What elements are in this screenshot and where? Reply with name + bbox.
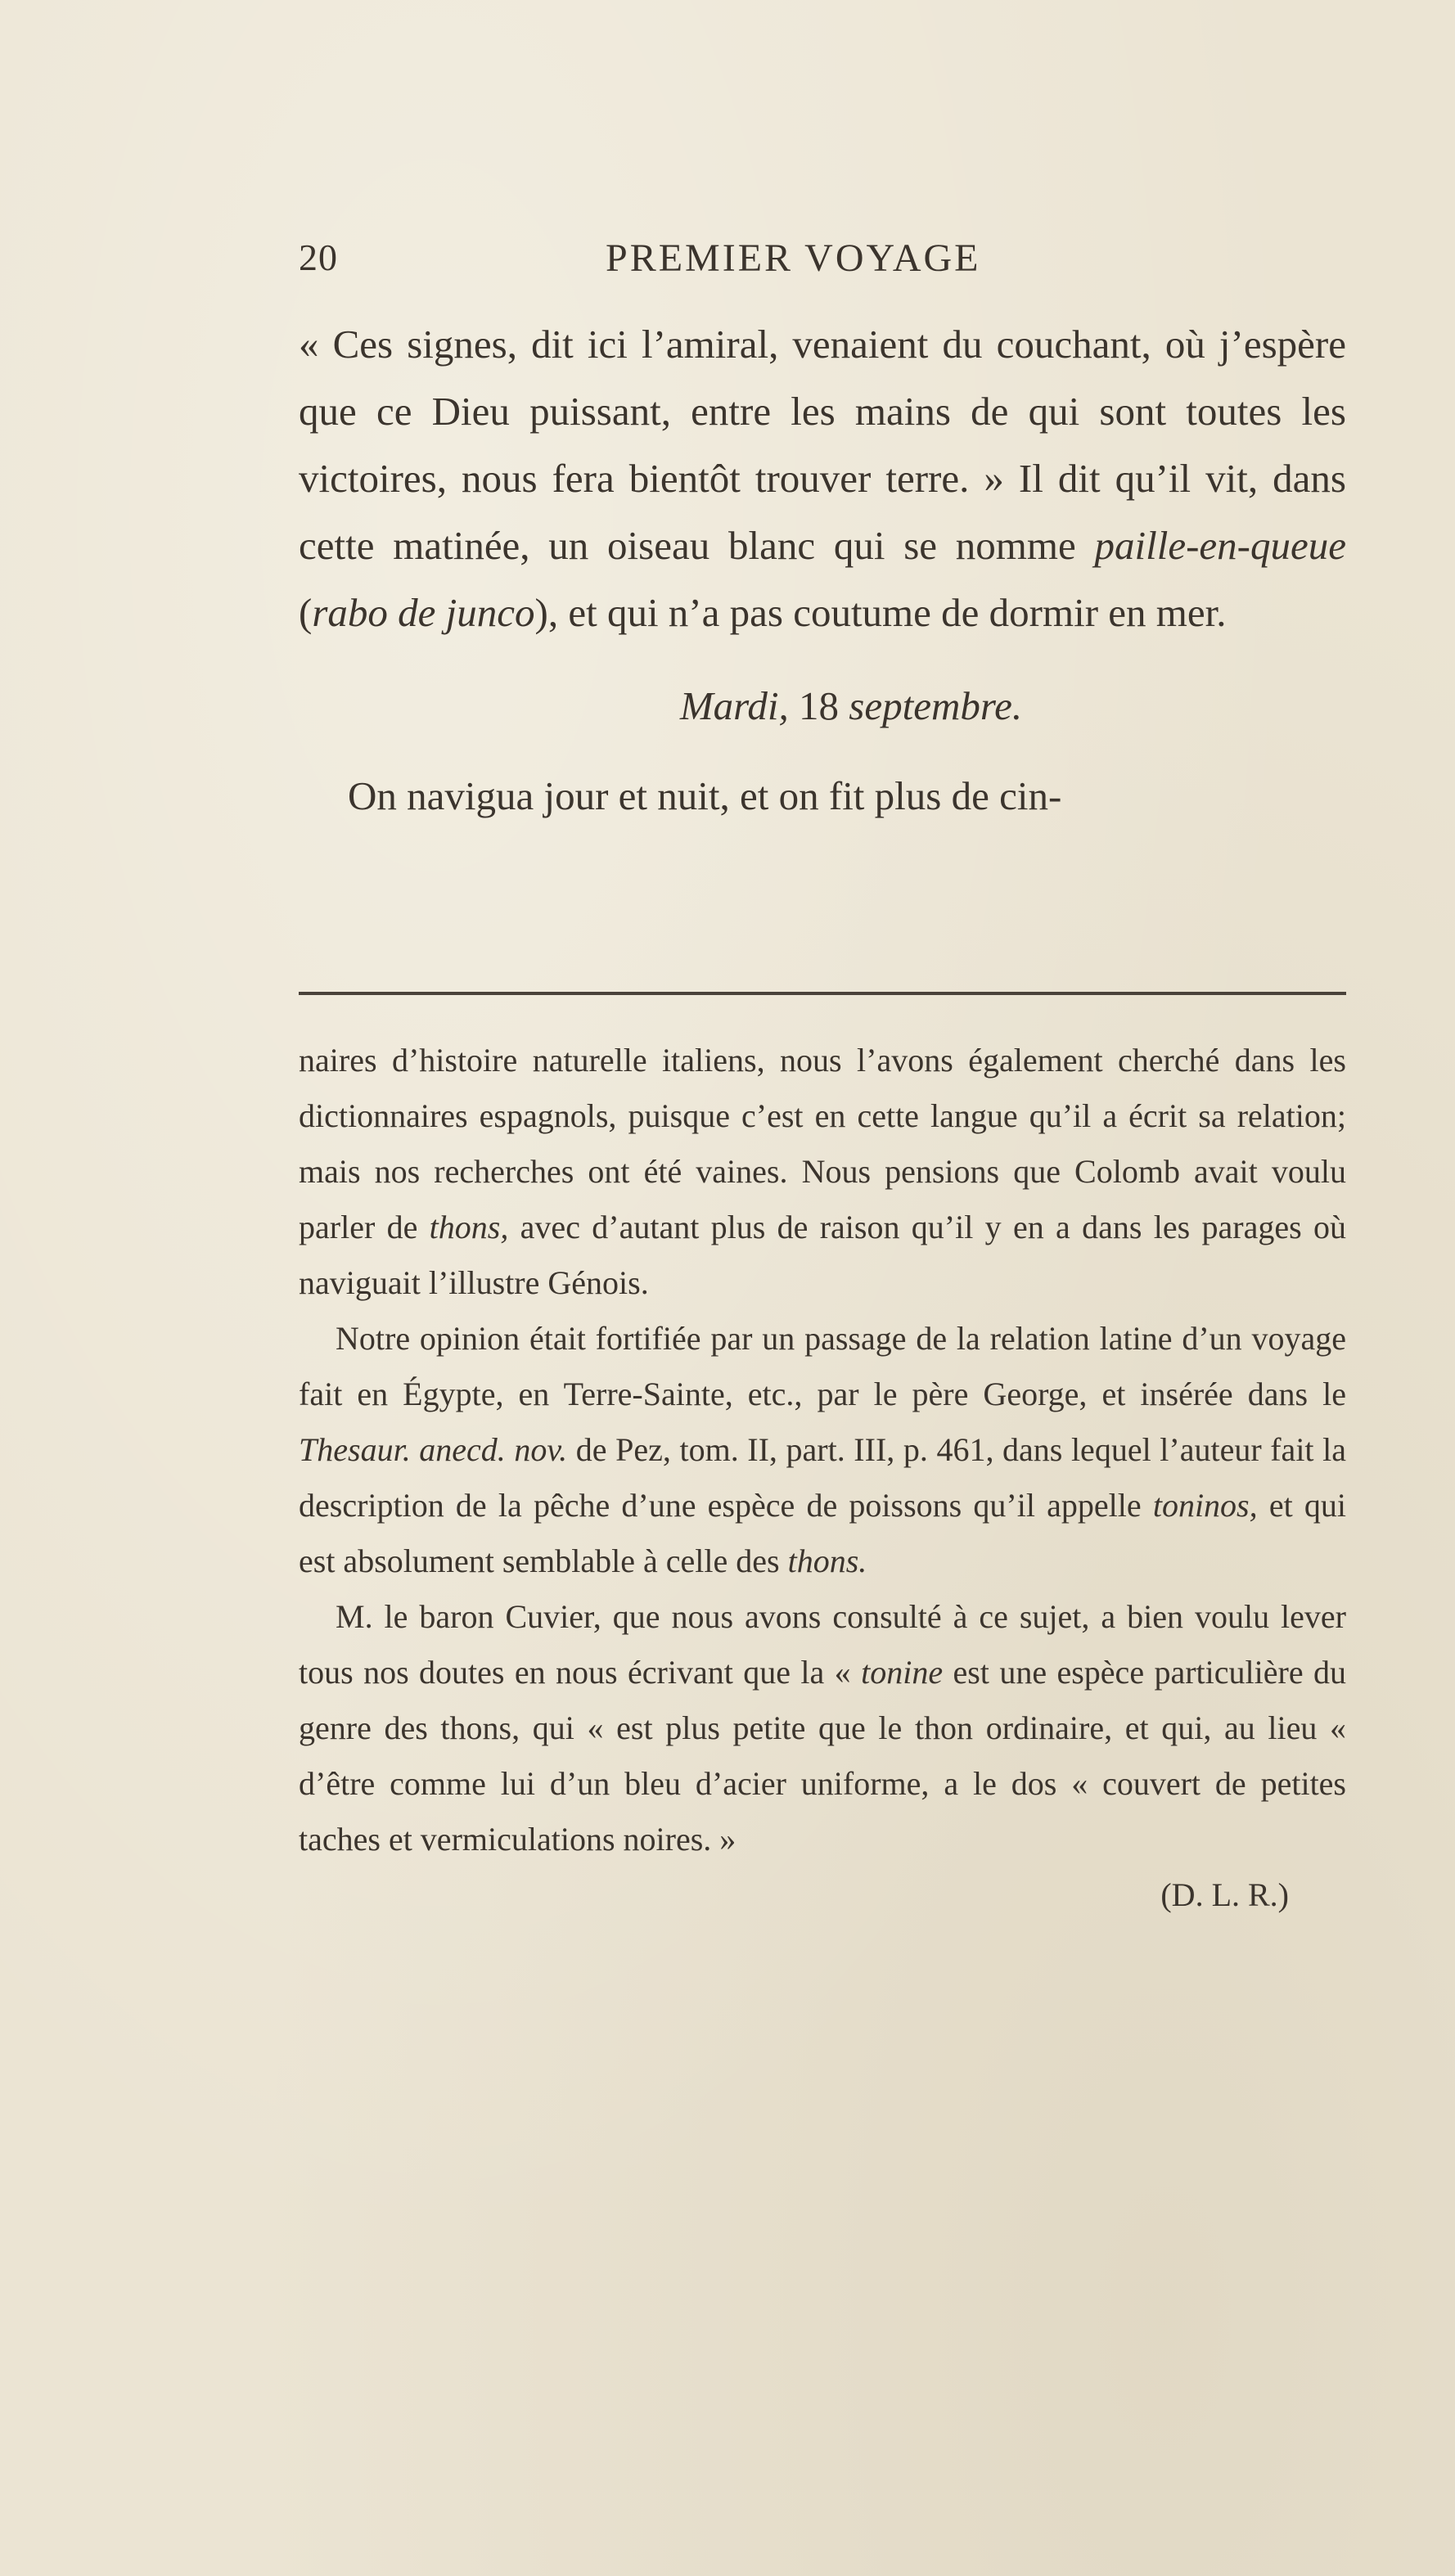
text-run: de Pez, tom. II, part. III, p. 461, dans lequel l’auteur fait la description de la pêche d’une espèce de poissons qu’il appelle — [299, 1431, 1347, 1524]
date-month: septembre. — [849, 683, 1023, 728]
main-text — [299, 311, 1346, 830]
italic-term: tonine — [861, 1654, 944, 1691]
main-paragraph — [299, 311, 1346, 646]
footnote-paragraph — [299, 1311, 1346, 1589]
running-head: PREMIER VOYAGE — [606, 236, 981, 280]
text-run: naires d’histoire naturelle italiens, nous l’avons également cherché dans les dictionnaires espagnols, puisque c’est en cette langue qu’il a écrit sa relation; mais nos recherches ont été vaines. Nous pensions que Colomb avait voulu parler de — [299, 1042, 1346, 1245]
text-run: M. le baron Cuvier, que nous avons consulté à ce sujet, a bien voulu lever tous nos doutes en nous écrivant que la « — [299, 1598, 1346, 1691]
italic-term: toninos, — [1152, 1487, 1258, 1524]
text-run: « Ces signes, dit ici l’amiral, venaient du couchant, où j’espère que ce Dieu puissant, entre les mains de qui sont toutes les victoires, nous fera bientôt trouver terre. » Il dit qu’il vit, dans cette matinée, un oiseau blanc qui se nomme — [299, 322, 1346, 568]
italic-term: rabo de junco — [312, 590, 535, 635]
italic-term: paille-en-queue — [1094, 523, 1346, 568]
text-run: et qui est absolument semblable à celle des — [299, 1487, 1346, 1579]
page-header — [299, 236, 1346, 285]
footnote-divider — [299, 992, 1346, 995]
date-day: Mardi, — [679, 683, 789, 728]
date-heading — [299, 673, 1346, 740]
main-paragraph: On navigua jour et nuit, et on fit plus de cin- — [348, 773, 1062, 818]
italic-term: Thesaur. anecd. nov. — [299, 1431, 568, 1468]
text-run: Notre opinion était fortifiée par un passage de la relation latine d’un voyage fait en Égypte, en Terre-Sainte, etc., par le père George, et insérée dans le — [299, 1320, 1346, 1412]
page-number: 20 — [299, 236, 338, 278]
footnote-paragraph — [299, 1589, 1346, 1867]
footnotes — [299, 1033, 1346, 1923]
italic-term: thons. — [787, 1542, 867, 1579]
text-run: avec d’autant plus de raison qu’il y en a dans les parages où naviguait l’illustre Génois. — [299, 1209, 1347, 1301]
date-number: 18 — [788, 683, 849, 728]
italic-term: thons, — [429, 1209, 509, 1245]
text-run: ( — [299, 590, 313, 635]
footnote-signature: (D. L. R.) — [1160, 1876, 1289, 1913]
text-run: ), et qui n’a pas coutume de dormir en mer. — [534, 590, 1227, 635]
text-run: est une espèce particulière du genre des thons, qui « est plus petite que le thon ordinaire, et qui, au lieu « d’être comme lui d’un bleu d’acier uniforme, a le dos « couvert de petites taches et vermiculations noires. » — [299, 1654, 1346, 1858]
footnote-paragraph — [299, 1033, 1346, 1311]
